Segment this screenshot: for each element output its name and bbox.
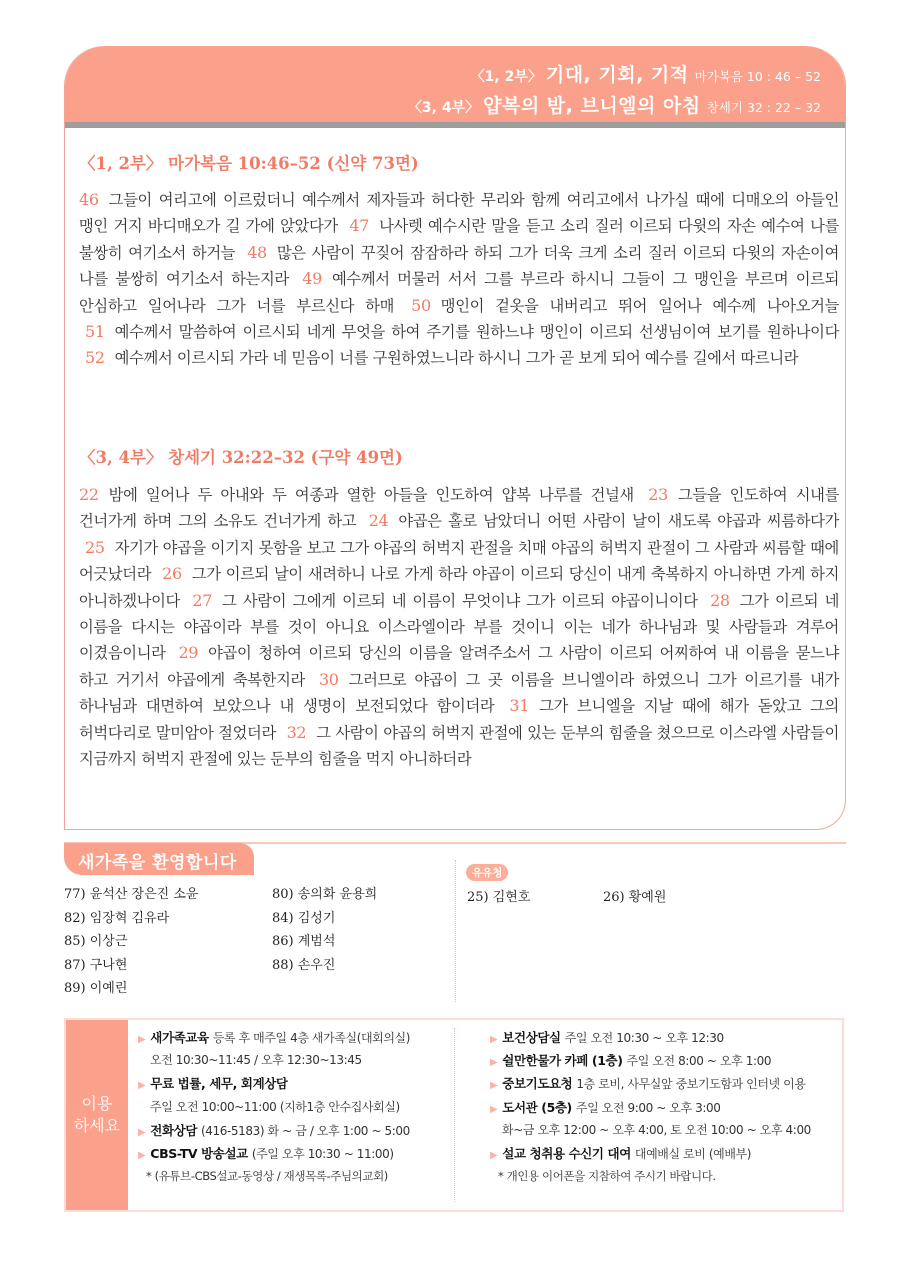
dotted-divider xyxy=(454,1028,455,1202)
dotted-divider xyxy=(455,860,456,1002)
triangle-right-icon: ▶ xyxy=(138,1149,146,1161)
family-entry: 82) 임장혁 김유라 xyxy=(64,910,170,926)
family-entry: 87) 구나현 xyxy=(64,957,128,973)
sermon-title-line-2 xyxy=(408,91,821,118)
service-part: 〈3, 4부〉 xyxy=(407,100,480,116)
verse-number: 22 xyxy=(79,485,99,504)
reading-text-1 xyxy=(79,187,839,372)
triangle-right-icon: ▶ xyxy=(490,1057,498,1069)
info-item-new-family-education: ▶ 새가족교육 등록 후 매주일 4층 새가족실(대회의실) xyxy=(138,1030,411,1045)
new-family-column-2 xyxy=(272,883,377,977)
info-item-phone-counseling: ▶ 전화상담 (416-5183) 화 ~ 금 / 오후 1:00 ~ 5:00 xyxy=(138,1122,410,1138)
family-entry: 88) 손우진 xyxy=(272,957,336,973)
verse-number: 28 xyxy=(710,590,730,610)
triangle-right-icon: ▶ xyxy=(138,1126,146,1138)
verse-number: 24 xyxy=(368,511,389,531)
verse-number: 46 xyxy=(79,190,99,209)
verse-text: 밤에 일어나 두 아내와 두 여종과 열한 아들을 인도하여 얍복 나루를 건널새 xyxy=(108,486,634,504)
triangle-right-icon: ▶ xyxy=(490,1080,498,1092)
info-item-detail: 오전 10:30~11:45 / 오후 12:30~13:45 xyxy=(150,1053,362,1068)
infant-entry: 25) 김현호 xyxy=(467,890,531,905)
triangle-right-icon: ▶ xyxy=(490,1034,498,1045)
info-item-library: ▶ 도서관 (5층) 주일 오전 9:00 ~ 오후 3:00 xyxy=(490,1099,721,1115)
verse-number: 31 xyxy=(509,696,530,716)
family-entry: 84) 김성기 xyxy=(272,910,336,926)
info-item-cafe: ▶ 쉴만한물가 카페 (1층) 주일 오전 8:00 ~ 오후 1:00 xyxy=(490,1053,772,1069)
family-entry: 85) 이상근 xyxy=(64,934,128,949)
infant-entry: 26) 황예원 xyxy=(603,890,667,905)
verse-text: 예수께서 이르시되 가라 네 믿음이 너를 구원하였느니라 하시니 그가 곧 보게 되어 예수를 길에서 따르니라 xyxy=(114,349,799,368)
info-item-prayer-request: ▶ 중보기도요청 1층 로비, 사무실앞 중보기도함과 인터넷 이용 xyxy=(490,1076,806,1092)
sermon-reference: 창세기 32 : 22 – 32 xyxy=(706,100,821,115)
verse-text: 예수께서 머물러 서서 그를 부르라 하시니 그들이 그 맹인을 부르며 이르되 안심하고 일어나라 그가 너를 부르신다 하매 xyxy=(79,270,839,315)
verse-text: 자기가 야곱을 이기지 못함을 보고 그가 야곱의 허벅지 관절을 치매 야곱의 허벅지 관절이 그 사람과 씨름할 때에 어긋났더라 xyxy=(79,538,839,584)
sermon-title: 얍복의 밤, 브니엘의 아침 xyxy=(483,95,701,117)
verse-text: 그러므로 야곱이 그 곳 이름을 브니엘이라 하였으니 그가 이르기를 내가 하나님과 대면하여 보았으나 내 생명이 보전되었다 함이더라 xyxy=(79,670,839,716)
triangle-right-icon: ▶ xyxy=(490,1149,498,1161)
verse-number: 48 xyxy=(247,242,267,262)
info-item-detail: 화~금 오후 12:00 ~ 오후 4:00, 토 오전 10:00 ~ 오후 4:00 xyxy=(502,1122,811,1137)
infant-badge: 유유청 xyxy=(466,864,508,881)
info-label xyxy=(66,1020,128,1210)
verse-text: 그 사람이 야곱의 허벅지 관절에 있는 둔부의 힘줄을 쳤으므로 이스라엘 사람들이 지금까지 허벅지 관절에 있는 둔부의 힘줄을 먹지 아니하더라 xyxy=(79,723,839,769)
family-entry: 89) 이예린 xyxy=(64,981,128,996)
info-column-left xyxy=(138,1026,458,1188)
info-note: * 개인용 이어폰을 지참하여 주시기 바랍니다. xyxy=(498,1169,716,1184)
verse-text: 그가 브니엘을 지날 때에 해가 돋았고 그의 허벅다리로 말미암아 절었더라 xyxy=(79,697,839,742)
info-item-receiver-rental: ▶ 설교 청취용 수신기 대여 대예배실 로비 (예배부) xyxy=(490,1145,752,1161)
verse-number: 25 xyxy=(85,537,105,557)
verse-text: 나사렛 예수시란 말을 듣고 소리 질러 이르되 다윗의 자손 예수여 나를 불쌍히 여기소서 하거늘 xyxy=(79,217,840,262)
verse-number: 26 xyxy=(162,564,182,584)
verse-text: 야곱은 홀로 남았더니 어떤 사람이 날이 새도록 야곱과 씨름하다가 xyxy=(398,512,839,531)
sermon-title: 기대, 기회, 기적 xyxy=(545,64,689,86)
triangle-right-icon: ▶ xyxy=(490,1103,498,1115)
info-item-cbs-tv: ▶ CBS-TV 방송설교 (주일 오후 10:30 ~ 11:00) xyxy=(138,1145,394,1161)
sermon-reference: 마가복음 10 : 46 – 52 xyxy=(694,69,821,84)
sermon-header xyxy=(65,46,845,122)
verse-text: 예수께서 말씀하여 이르시되 네게 무엇을 하여 주기를 원하느냐 맹인이 이르되 선생님이여 보기를 원하나이다 xyxy=(114,323,839,342)
info-item-health-room: ▶ 보건상담실 주일 오전 10:30 ~ 오후 12:30 xyxy=(490,1030,724,1045)
verse-text: 그가 이르되 날이 새려하니 나로 가게 하라 야곱이 이르되 당신이 내게 축복하지 아니하면 가게 하지 아니하겠나이다 xyxy=(79,565,840,610)
verse-number: 27 xyxy=(192,590,213,610)
service-part: 〈1, 2부〉 xyxy=(470,69,542,85)
header-divider xyxy=(65,122,845,128)
verse-text: 그들이 여리고에 이르렀더니 예수께서 제자들과 허다한 무리와 함께 여리고에서 나가실 때에 디매오의 아들인 맹인 거지 바디매오가 길 가에 앉았다가 xyxy=(79,191,839,236)
reading-text-2 xyxy=(79,482,839,772)
reading-heading-1: 〈1, 2부〉 마가복음 10:46–52 (신약 73면) xyxy=(79,154,419,173)
family-entry: 77) 윤석산 장은진 소윤 xyxy=(64,887,199,902)
verse-number: 52 xyxy=(85,348,105,368)
info-note: * (유튜브-CBS설교-동영상 / 재생목록-주님의교회) xyxy=(146,1169,388,1184)
verse-number: 50 xyxy=(411,295,431,315)
verse-text: 야곱이 청하여 이르되 당신의 이름을 알려주소서 그 사람이 이르되 어찌하여 내 이름을 묻느냐 하고 거기서 야곱에게 축복한지라 xyxy=(79,644,839,689)
verse-number: 23 xyxy=(648,485,668,504)
verse-number: 49 xyxy=(302,269,322,289)
verse-text: 그 사람이 그에게 이르되 네 이름이 무엇이냐 그가 이르되 야곱이니이다 xyxy=(222,591,698,610)
welcome-title: 새가족을 환영합니다 xyxy=(64,843,254,875)
info-item-free-consultation: ▶ 무료 법률, 세무, 회계상담 xyxy=(138,1076,288,1092)
new-family-column-1 xyxy=(64,883,198,1001)
sermon-title-line-1 xyxy=(471,60,821,87)
info-item-detail: 주일 오전 10:00~11:00 (지하1층 안수집사회실) xyxy=(150,1099,400,1114)
verse-number: 30 xyxy=(318,669,339,689)
verse-text: 많은 사람이 꾸짖어 잠잠하라 하되 그가 더욱 크게 소리 질러 이르되 다윗의 자손이여 나를 불쌍히 여기소서 하는지라 xyxy=(79,243,839,289)
reading-heading-2: 〈3, 4부〉 창세기 32:22–32 (구약 49면) xyxy=(79,448,403,467)
info-column-right xyxy=(490,1026,840,1188)
verse-number: 51 xyxy=(85,322,105,342)
verse-text: 맹인이 겉옷을 내버리고 뛰어 일어나 예수께 나아오거늘 xyxy=(440,296,840,315)
family-entry: 86) 계범석 xyxy=(272,934,336,949)
verse-text: 그가 이르되 네 이름을 다시는 야곱이라 부를 것이 아니요 이스라엘이라 부를 것이니 이는 네가 하나님과 및 사람들과 겨루어 이겼음이니라 xyxy=(79,591,840,663)
verse-number: 47 xyxy=(349,216,370,236)
family-entry: 80) 송의화 윤용희 xyxy=(272,887,378,902)
triangle-right-icon: ▶ xyxy=(138,1034,146,1045)
verse-number: 32 xyxy=(286,722,307,742)
verse-number: 29 xyxy=(178,643,199,663)
triangle-right-icon: ▶ xyxy=(138,1080,146,1092)
scripture-box xyxy=(64,46,846,830)
info-label-line-2: 하세요 xyxy=(73,1116,121,1135)
info-label-line-1: 이용 xyxy=(81,1094,113,1113)
verse-text: 그들을 인도하여 시내를 건너가게 하며 그의 소유도 건너가게 하고 xyxy=(79,486,840,531)
